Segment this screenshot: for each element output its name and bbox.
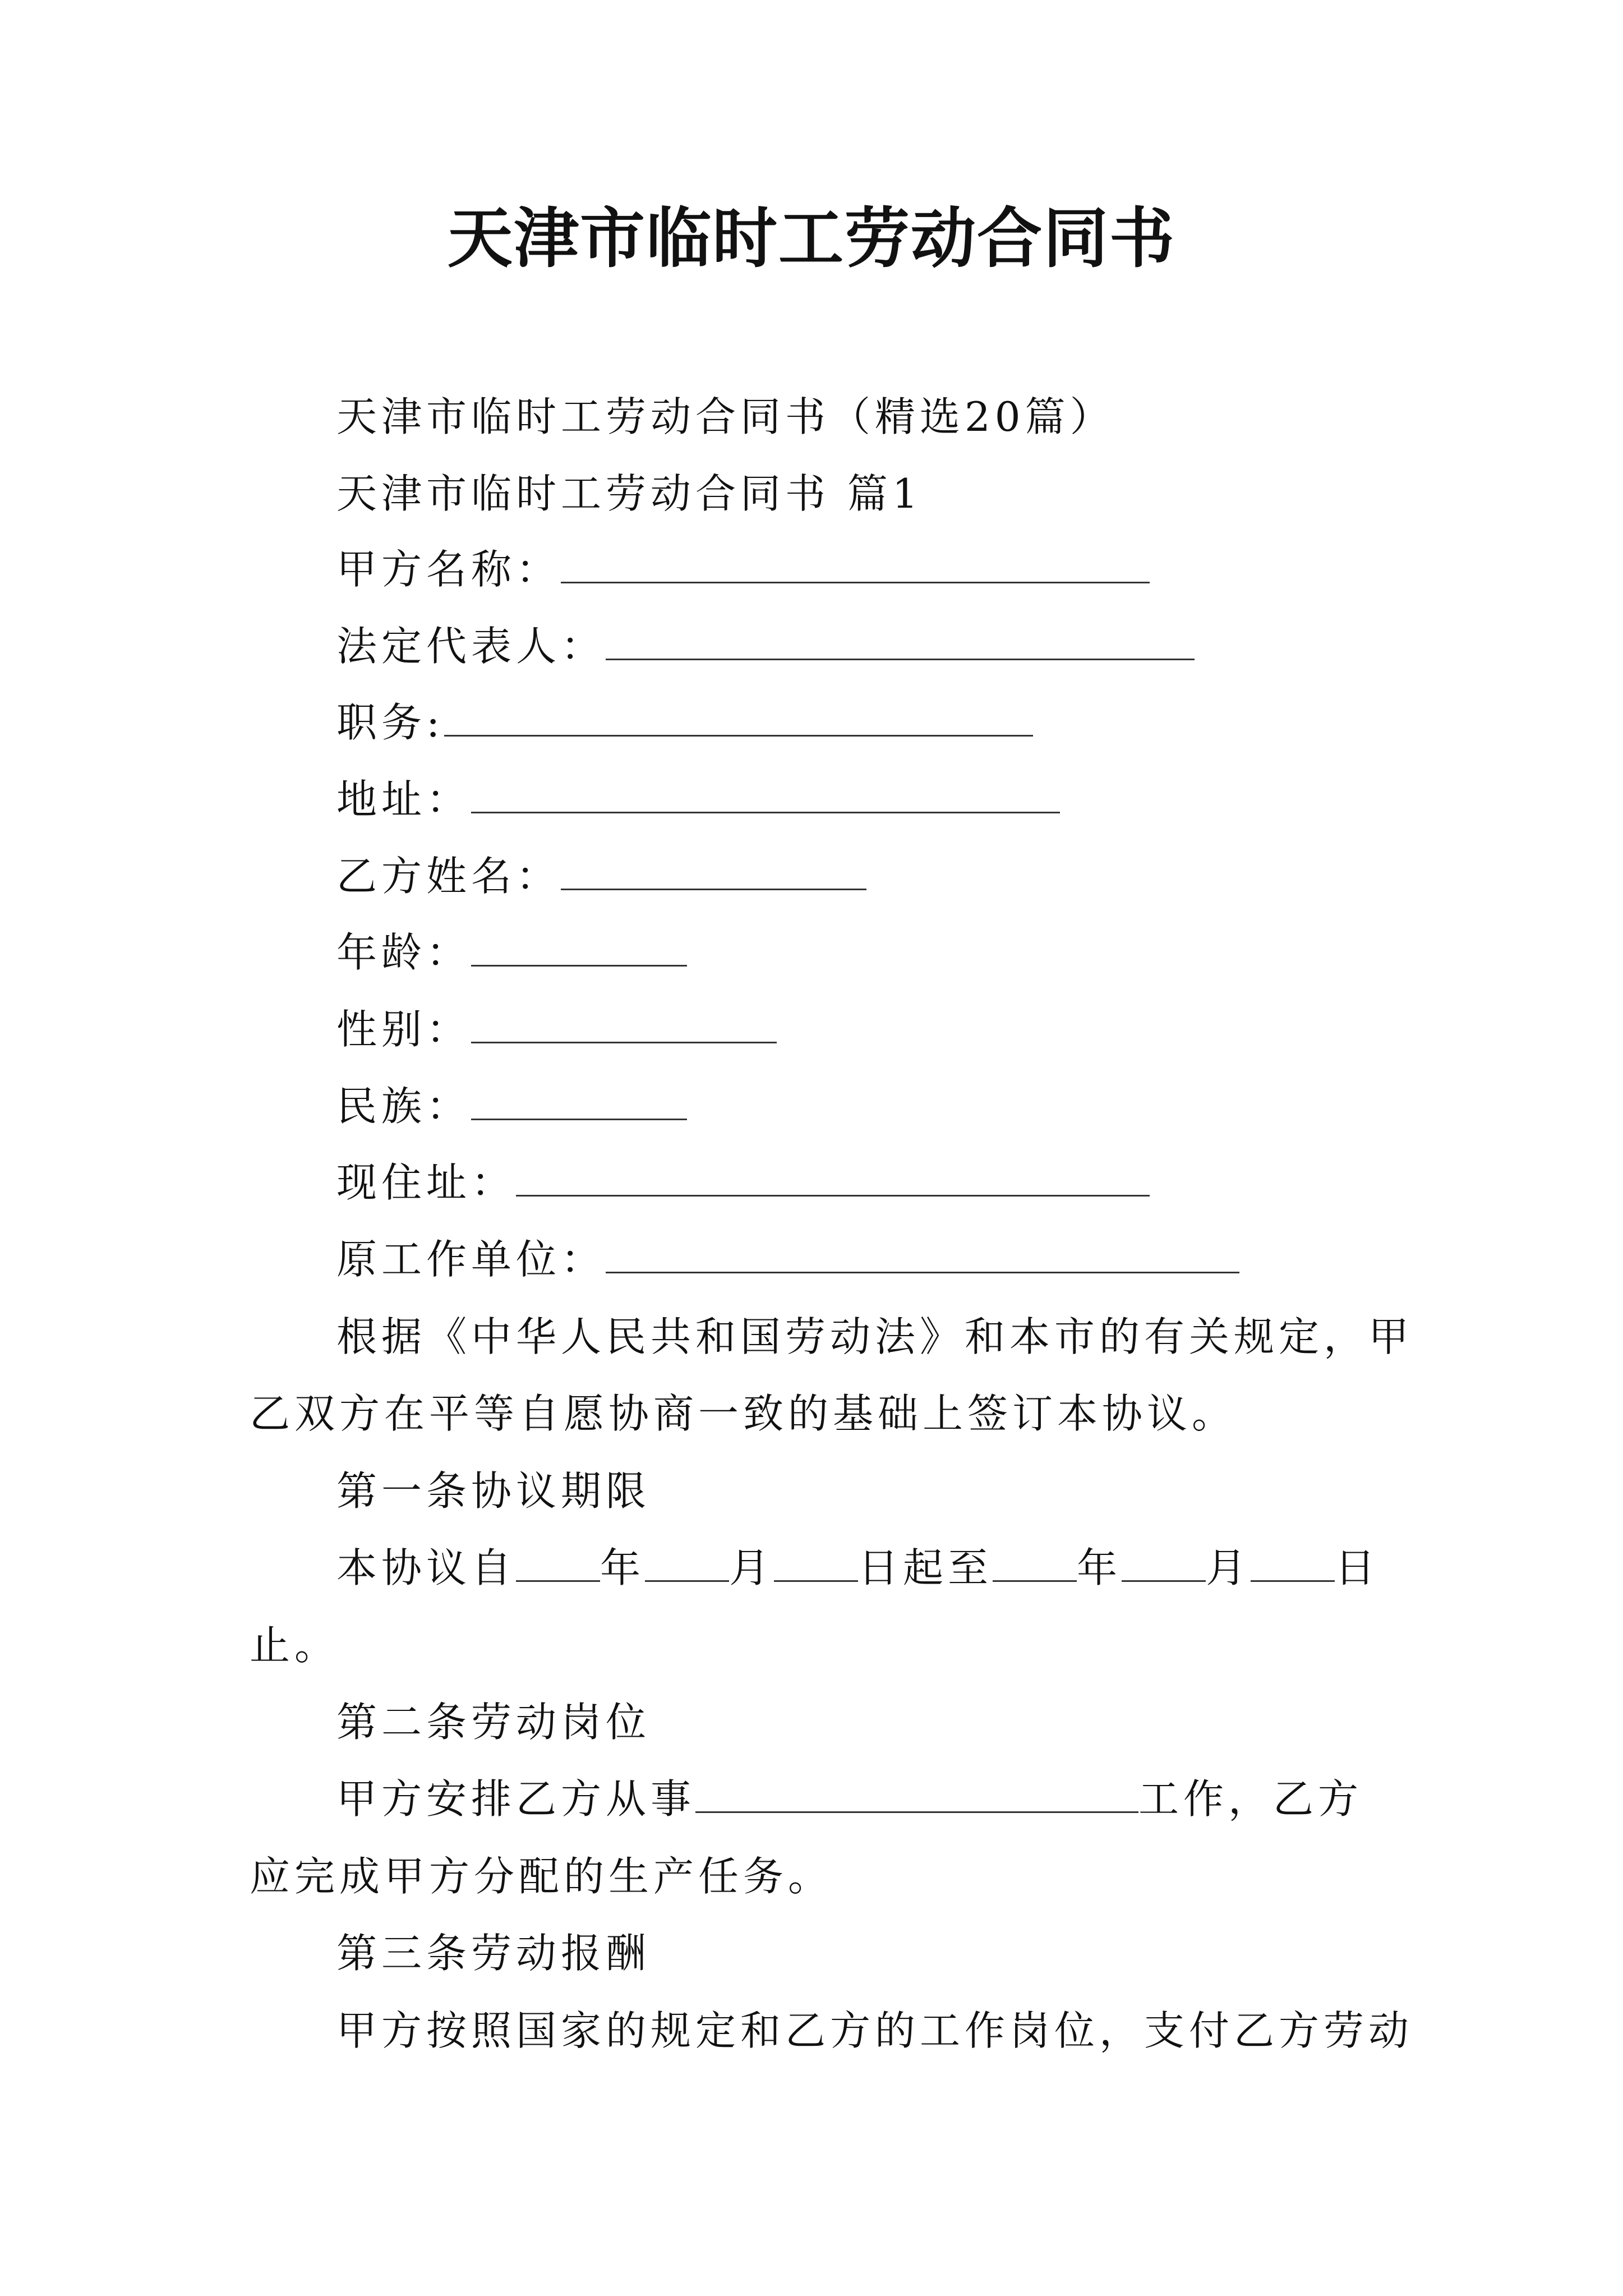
text-run: 年 <box>1077 1544 1122 1591</box>
field-former-employer <box>336 1231 1239 1287</box>
text-run: 日 <box>1335 1544 1380 1591</box>
field-ethnicity <box>336 1078 687 1134</box>
document-subtitle: 天津市临时工劳动合同书（精选20篇） <box>336 393 1115 440</box>
fill-blank <box>444 694 1033 737</box>
fill-blank <box>695 1771 1138 1813</box>
text-run: 月 <box>1206 1544 1251 1591</box>
field-label: 原工作单位： <box>336 1236 606 1283</box>
field-gender <box>336 1001 777 1057</box>
document-title: 天津市临时工劳动合同书 <box>448 200 1175 277</box>
article-heading: 第二条劳动岗位 <box>336 1699 651 1746</box>
field-label: 民族： <box>336 1083 472 1130</box>
article-paragraph-line: 甲方按照国家的规定和乙方的工作岗位，支付乙方劳动 <box>336 2007 1414 2054</box>
field-position <box>336 694 1033 751</box>
field-age <box>336 924 687 981</box>
field-party-a-name <box>336 541 1150 597</box>
fill-blank <box>993 1540 1077 1582</box>
field-label: 职务: <box>336 699 445 746</box>
field-label: 性别： <box>336 1006 472 1053</box>
fill-blank <box>471 1078 687 1120</box>
article-heading: 第三条劳动报酬 <box>336 1930 651 1977</box>
field-label: 现住址： <box>336 1159 517 1206</box>
fill-blank <box>471 771 1060 813</box>
fill-blank <box>606 618 1195 660</box>
text-run: 甲方安排乙方从事 <box>336 1775 696 1823</box>
field-label: 乙方姓名： <box>336 853 561 900</box>
field-legal-rep <box>336 618 1195 674</box>
intro-paragraph-line: 根据《中华人民共和国劳动法》和本市的有关规定，甲 <box>336 1313 1414 1360</box>
field-label: 甲方名称： <box>336 546 561 593</box>
field-current-address <box>336 1154 1150 1211</box>
fill-blank <box>471 924 687 967</box>
article-paragraph-line: 应完成甲方分配的生产任务。 <box>250 1853 833 1900</box>
article-heading: 第一条协议期限 <box>336 1467 651 1515</box>
field-label: 年龄： <box>336 929 472 976</box>
field-label: 地址： <box>336 776 472 823</box>
text-run: 年 <box>600 1544 645 1591</box>
article-paragraph-line: 止。 <box>250 1622 340 1669</box>
fill-blank <box>606 1231 1239 1273</box>
article-paragraph-line <box>336 1771 1363 1827</box>
text-run: 本协议自 <box>336 1544 517 1591</box>
fill-blank <box>645 1540 729 1582</box>
field-address <box>336 771 1060 827</box>
fill-blank <box>516 1154 1150 1197</box>
field-party-b-name <box>336 848 866 904</box>
text-run: 工作，乙方 <box>1138 1775 1363 1823</box>
fill-blank <box>1122 1540 1206 1582</box>
article-paragraph-line <box>336 1540 1380 1596</box>
text-run: 月 <box>729 1544 774 1591</box>
fill-blank <box>774 1540 858 1582</box>
intro-paragraph-line: 乙双方在平等自愿协商一致的基础上签订本协议。 <box>250 1390 1237 1437</box>
fill-blank <box>1251 1540 1335 1582</box>
fill-blank <box>561 848 866 890</box>
fill-blank <box>471 1001 777 1043</box>
section-heading: 天津市临时工劳动合同书 篇1 <box>336 470 923 517</box>
fill-blank <box>561 541 1150 583</box>
field-label: 法定代表人： <box>336 623 606 670</box>
text-run: 日起至 <box>858 1544 993 1591</box>
fill-blank <box>516 1540 600 1582</box>
